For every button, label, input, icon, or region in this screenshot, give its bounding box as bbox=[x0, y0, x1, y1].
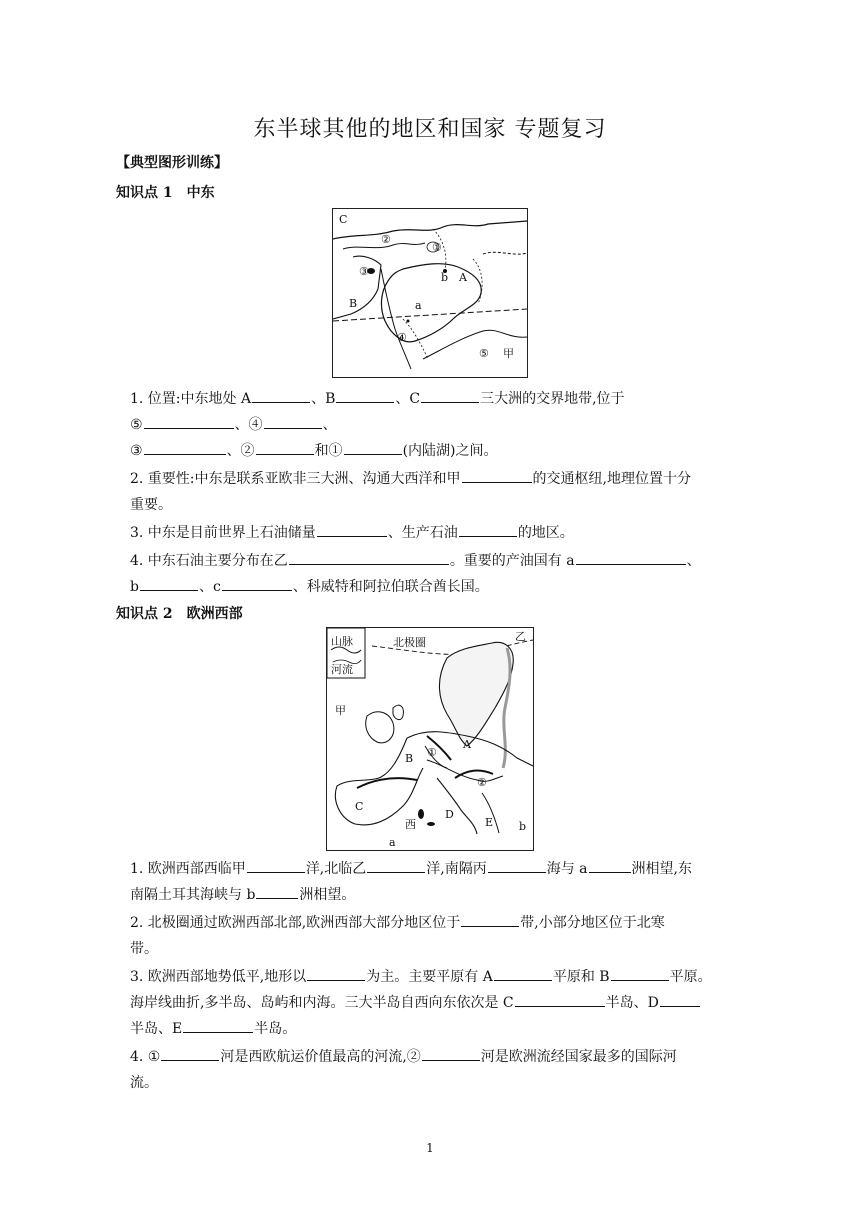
blank[interactable] bbox=[576, 550, 686, 565]
k1-q4-line1: 4. 中东石油主要分布在乙 。重要的产油国有 a 、 bbox=[130, 550, 701, 570]
we-label-B: B bbox=[405, 752, 414, 765]
blank[interactable] bbox=[307, 966, 365, 981]
k2-q3-line2: 海岸线曲折,多半岛、岛屿和内海。三大半岛自西向东依次是 C 半岛、D bbox=[130, 992, 701, 1012]
blank[interactable] bbox=[252, 388, 310, 403]
k1-q1-line3: ③ 、② 和① (内陆湖)之间。 bbox=[130, 440, 498, 460]
page-number: 1 bbox=[426, 1141, 434, 1155]
k2-q4-line2: 流。 bbox=[130, 1075, 158, 1091]
we-label-E: E bbox=[485, 816, 494, 829]
section-header: 【典型图形训练】 bbox=[116, 155, 228, 171]
k2-q3-line3: 半岛、E 半岛。 bbox=[130, 1018, 296, 1038]
blank[interactable] bbox=[256, 440, 314, 455]
k1-q2-line1: 2. 重要性:中东是联系亚欧非三大洲、沟通大西洋和甲 的交通枢纽,地理位置十分 bbox=[130, 468, 691, 488]
we-label-yi: 乙 bbox=[515, 630, 526, 643]
blank[interactable] bbox=[222, 576, 292, 591]
k1-q1-line1: 1. 位置:中东地处 A 、B 、C 三大洲的交界地带,位于 bbox=[130, 388, 625, 408]
western-europe-map-drawing bbox=[327, 628, 533, 850]
we-label-xi: 西 bbox=[405, 818, 416, 831]
blank[interactable] bbox=[161, 1046, 219, 1061]
me-label-a: a bbox=[415, 299, 422, 312]
k2-q2-line1: 2. 北极圈通过欧洲西部北部,欧洲西部大部分地区位于 带,小部分地区位于北寒 bbox=[130, 912, 665, 932]
k2-q3-line1: 3. 欧洲西部地势低平,地形以 为主。主要平原有 A 平原和 B 平原。 bbox=[130, 966, 712, 986]
blank[interactable] bbox=[247, 858, 305, 873]
me-label-c: C bbox=[339, 213, 348, 226]
blank[interactable] bbox=[144, 414, 234, 429]
we-label-b: b bbox=[519, 820, 527, 833]
we-label-2: ② bbox=[477, 776, 487, 789]
we-label-arctic: 北极圈 bbox=[393, 636, 426, 649]
we-label-jia: 甲 bbox=[335, 704, 346, 717]
we-label-D: D bbox=[445, 808, 454, 821]
blank[interactable] bbox=[264, 414, 322, 429]
we-label-A: A bbox=[463, 738, 471, 751]
blank[interactable] bbox=[589, 858, 631, 873]
blank[interactable] bbox=[289, 550, 449, 565]
k2-q1-line1: 1. 欧洲西部西临甲 洋,北临乙 洋,南隔丙 海与 a 洲相望,东 bbox=[130, 858, 692, 878]
we-legend-mountain: 山脉 bbox=[331, 635, 353, 648]
blank[interactable] bbox=[461, 912, 519, 927]
blank[interactable] bbox=[611, 966, 669, 981]
k1-q4-line2: b 、c 、科威特和阿拉伯联合酋长国。 bbox=[130, 576, 489, 596]
me-label-2: ② bbox=[381, 233, 391, 246]
blank[interactable] bbox=[660, 992, 700, 1007]
blank[interactable] bbox=[515, 992, 605, 1007]
me-label-A: A bbox=[459, 271, 467, 284]
me-label-jia: 甲 bbox=[503, 347, 514, 360]
we-legend-river: 河流 bbox=[331, 663, 353, 676]
blank[interactable] bbox=[256, 884, 298, 899]
blank[interactable] bbox=[183, 1018, 253, 1033]
page-title: 东半球其他的地区和国家 专题复习 bbox=[253, 117, 607, 142]
knowledge-point-1-heading: 知识点 1 中东 bbox=[116, 185, 215, 201]
blank[interactable] bbox=[367, 858, 425, 873]
k1-q1-line2: ⑤ 、④ 、 bbox=[130, 414, 337, 434]
k1-q3: 3. 中东是目前世界上石油储量 、生产石油 的地区。 bbox=[130, 522, 574, 542]
k1-q2-line2: 重要。 bbox=[130, 497, 172, 513]
me-label-b: b bbox=[441, 271, 449, 284]
me-label-3: ③ bbox=[359, 265, 369, 278]
me-label-4: ④ bbox=[397, 331, 407, 344]
me-label-5: ⑤ bbox=[479, 347, 489, 360]
me-label-B: B bbox=[349, 297, 358, 310]
blank[interactable] bbox=[336, 388, 394, 403]
we-label-1: ① bbox=[427, 746, 437, 759]
blank[interactable] bbox=[462, 468, 532, 483]
blank[interactable] bbox=[344, 440, 402, 455]
blank[interactable] bbox=[488, 858, 546, 873]
me-label-1: ① bbox=[432, 241, 442, 254]
k2-q1-line2: 南隔土耳其海峡与 b 洲相望。 bbox=[130, 884, 355, 904]
we-label-C: C bbox=[355, 800, 364, 813]
knowledge-point-2-heading: 知识点 2 欧洲西部 bbox=[116, 606, 243, 622]
middle-east-map-drawing bbox=[333, 209, 527, 377]
we-label-a: a bbox=[389, 836, 396, 849]
blank[interactable] bbox=[317, 522, 387, 537]
blank[interactable] bbox=[144, 440, 226, 455]
blank[interactable] bbox=[494, 966, 552, 981]
western-europe-map bbox=[326, 627, 534, 851]
blank[interactable] bbox=[459, 522, 517, 537]
k2-q4-line1: 4. ① 河是西欧航运价值最高的河流,② 河是欧洲流经国家最多的国际河 bbox=[130, 1046, 677, 1066]
blank[interactable] bbox=[422, 1046, 480, 1061]
k2-q2-line2: 带。 bbox=[130, 941, 158, 957]
blank[interactable] bbox=[421, 388, 479, 403]
middle-east-map bbox=[332, 208, 528, 378]
blank[interactable] bbox=[140, 576, 198, 591]
